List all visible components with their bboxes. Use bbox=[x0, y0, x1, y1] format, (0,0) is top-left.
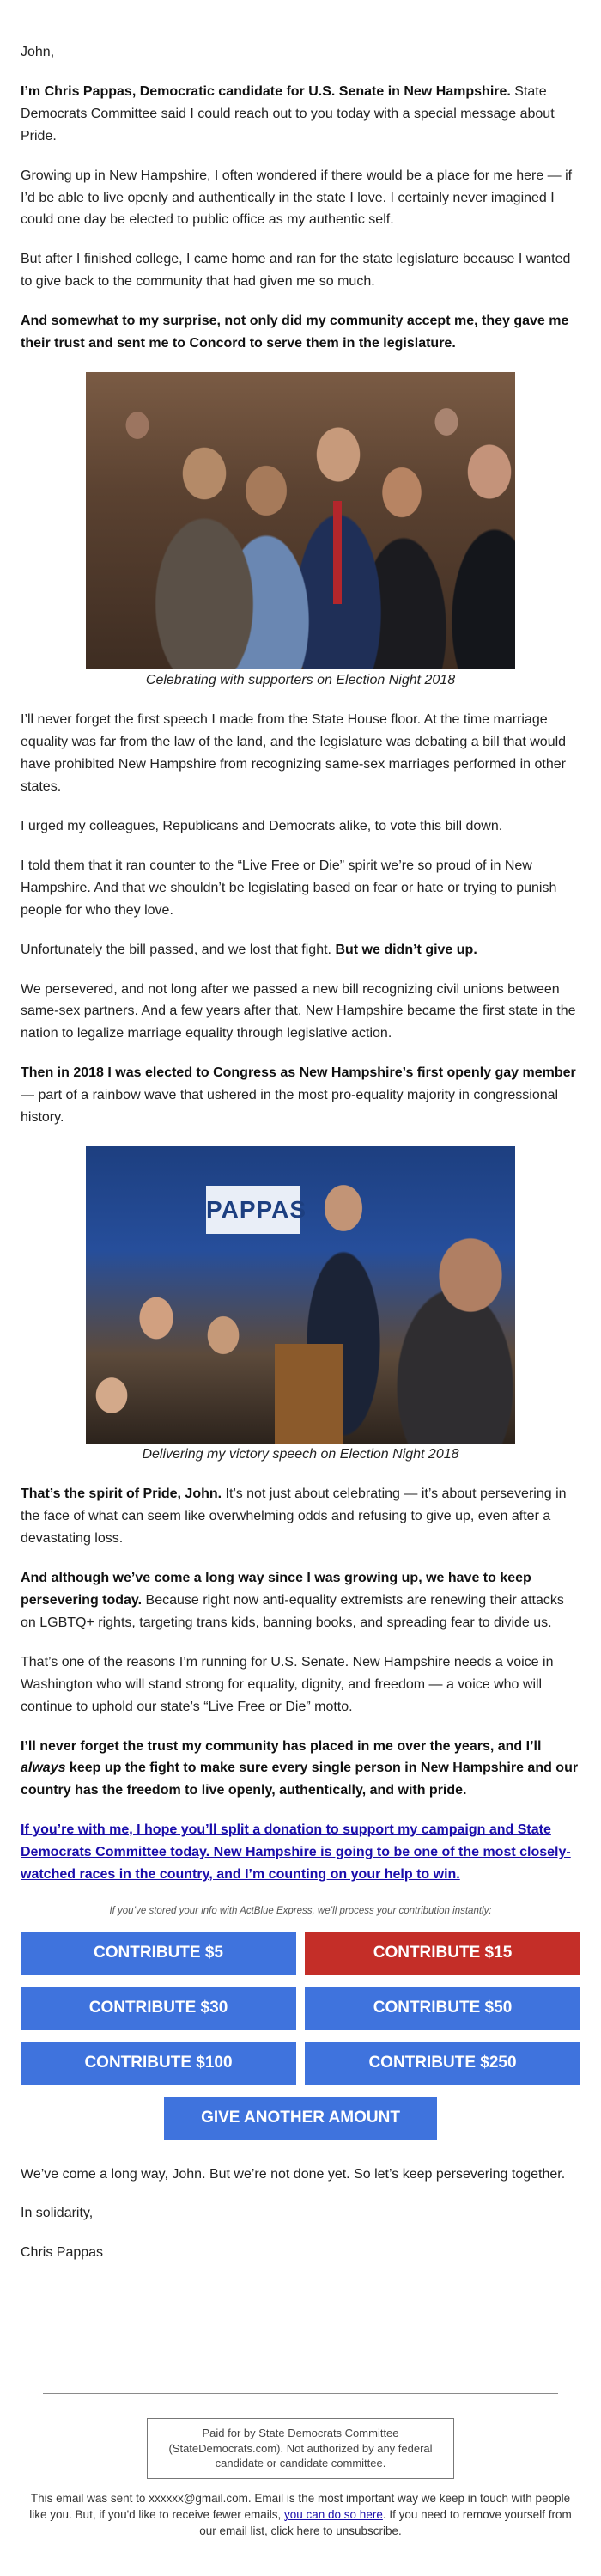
footer-sent-to-b: . Email is the most important way we keep in touch with people like you. But, if you'd like to receive fewer emails, bbox=[29, 2491, 571, 2521]
contribute-5-button[interactable]: CONTRIBUTE $5 bbox=[21, 1932, 296, 1975]
footer-spacer bbox=[21, 2281, 580, 2393]
signature: Chris Pappas bbox=[21, 2245, 104, 2261]
intro-paragraph bbox=[21, 81, 580, 148]
never-forget-b: keep up the fight to make sure every single person in New Hampshire and our country has the freedom to live openly, authentically, and with pride. bbox=[21, 1761, 579, 1798]
congress-rest: — part of a rainbow wave that ushered in the most pro-equality majority in congressional history. bbox=[21, 1088, 559, 1126]
paragraph-bill-passed bbox=[21, 939, 580, 961]
contribute-15-button[interactable]: CONTRIBUTE $15 bbox=[305, 1932, 580, 1975]
signoff: In solidarity, bbox=[21, 2206, 94, 2221]
intro-rest: State Democrats Committee said I could reach out to you today with a special message about Pride. bbox=[21, 83, 555, 143]
contribute-50-button[interactable]: CONTRIBUTE $50 bbox=[305, 1987, 580, 2030]
paragraph-spirit-of-pride bbox=[21, 1483, 580, 1550]
actblue-express-note: If you’ve stored your info with ActBlue Express, we’ll process your contribution instantly: bbox=[109, 1905, 492, 1916]
paragraph-live-free: I told them that it ran counter to the “Live Free or Die” spirit we’re so proud of in New Hampshire. And that we shouldn’t be legislating based on fear or hate or trying to punish people for who they love. bbox=[21, 858, 557, 918]
never-forget-a: I’ll never forget the trust my community has placed in me over the years, and I’ll bbox=[21, 1738, 542, 1754]
spirit-rest: It’s not just about celebrating — it’s about persevering in the face of what can seem like overwhelming odds and refusing to give up, even after a devastating loss. bbox=[21, 1486, 567, 1547]
paid-for-disclaimer: Paid for by State Democrats Committee (StateDemocrats.com). Not authorized by any federal candidate or candidate committee. bbox=[147, 2418, 454, 2479]
paragraph-keep-persevering bbox=[21, 1567, 580, 1634]
contribute-100-button[interactable]: CONTRIBUTE $100 bbox=[21, 2042, 296, 2085]
paragraph-community bbox=[21, 310, 580, 355]
footer-email-address: xxxxxx@gmail.com bbox=[149, 2491, 248, 2505]
persevering-bold: And although we’ve come a long way since I was growing up, we have to keep persevering today. bbox=[21, 1571, 531, 1608]
footer-sent-to: This email was sent to bbox=[30, 2491, 149, 2505]
always-emphasis: always bbox=[21, 1761, 66, 1776]
persevering-rest: Because right now anti-equality extremists are renewing their attacks on LGBTQ+ rights, targeting trans kids, banning books, and spreading fear to divide us. bbox=[21, 1592, 564, 1630]
caption-supporters: Celebrating with supporters on Election Night 2018 bbox=[145, 672, 456, 687]
intro-bold: I’m Chris Pappas, Democratic candidate for U.S. Senate in New Hampshire. bbox=[21, 83, 511, 99]
footer-unsubscribe-text: . If you need to remove yourself from our email list, click here to unsubscribe. bbox=[199, 2507, 572, 2537]
email-body bbox=[21, 0, 580, 2574]
paragraph-long-way: We’ve come a long way, John. But we’re not done yet. So let’s keep persevering together. bbox=[21, 2166, 566, 2182]
paragraph-college: But after I finished college, I came home and ran for the state legislature because I wanted to give back to the community that had given me so much. bbox=[21, 252, 571, 290]
paragraph-growing-up: Growing up in New Hampshire, I often wondered if there would be a place for me here — if I’d be able to live openly and authentically in the state I love. I certainly never imagined I could one day be elected to public office as my authentic self. bbox=[21, 168, 573, 228]
fewer-emails-link[interactable]: you can do so here bbox=[284, 2507, 383, 2521]
footer-divider bbox=[43, 2393, 558, 2394]
figure-supporters bbox=[21, 372, 580, 690]
spirit-bold: That’s the spirit of Pride, John. bbox=[21, 1486, 222, 1502]
caption-victory-speech: Delivering my victory speech on Election Night 2018 bbox=[142, 1446, 459, 1462]
bill-passed-text: Unfortunately the bill passed, and we lost that fight. bbox=[21, 942, 336, 957]
photo-supporters bbox=[86, 372, 515, 669]
photo-victory-speech bbox=[86, 1146, 515, 1444]
congress-bold: Then in 2018 I was elected to Congress as New Hampshire’s first openly gay member bbox=[21, 1065, 576, 1081]
community-bold: And somewhat to my surprise, not only did my community accept me, they gave me their trust and sent me to Concord to serve them in the legislature. bbox=[21, 314, 569, 351]
footer-notice bbox=[26, 2491, 575, 2540]
campaign-sign: PAPPAS bbox=[206, 1186, 300, 1234]
contribute-30-button[interactable]: CONTRIBUTE $30 bbox=[21, 1987, 296, 2030]
paragraph-urged: I urged my colleagues, Republicans and Democrats alike, to vote this bill down. bbox=[21, 818, 503, 833]
never-forget-bold bbox=[21, 1739, 578, 1798]
salutation: John, bbox=[21, 45, 55, 59]
contribute-250-button[interactable]: CONTRIBUTE $250 bbox=[305, 2042, 580, 2085]
paragraph-persevered: We persevered, and not long after we passed a new bill recognizing civil unions between same-sex partners. And a few years after that, New Hampshire became the first state in the nation to legalize marriage equality through legislative action. bbox=[21, 981, 576, 1041]
give-another-amount-button[interactable]: GIVE ANOTHER AMOUNT bbox=[164, 2097, 437, 2140]
paragraph-congress bbox=[21, 1062, 580, 1129]
podium bbox=[275, 1344, 343, 1444]
paragraph-never-forget bbox=[21, 1736, 580, 1803]
paragraph-running: That’s one of the reasons I’m running for U.S. Senate. New Hampshire needs a voice in Washington who will stand strong for equality, dignity, and freedom — a voice who will continue to uphold our state’s “Live Free or Die” motto. bbox=[21, 1654, 554, 1714]
didnt-give-up-bold: But we didn’t give up. bbox=[335, 942, 477, 957]
figure-victory-speech bbox=[21, 1146, 580, 1464]
donation-ask-link[interactable]: If you’re with me, I hope you’ll split a donation to support my campaign and State Democrats Committee today. New Hampshire is going to be one of the most closely-watched races in the country, and I’m counting on your help to win. bbox=[21, 1822, 571, 1883]
paragraph-first-speech: I’ll never forget the first speech I made from the State House floor. At the time marriage equality was far from the law of the land, and the legislature was debating a bill that would have prohibited New Hampshire from recognizing same-sex marriages performed in other states. bbox=[21, 712, 567, 795]
contribute-button-grid bbox=[21, 1932, 580, 2085]
